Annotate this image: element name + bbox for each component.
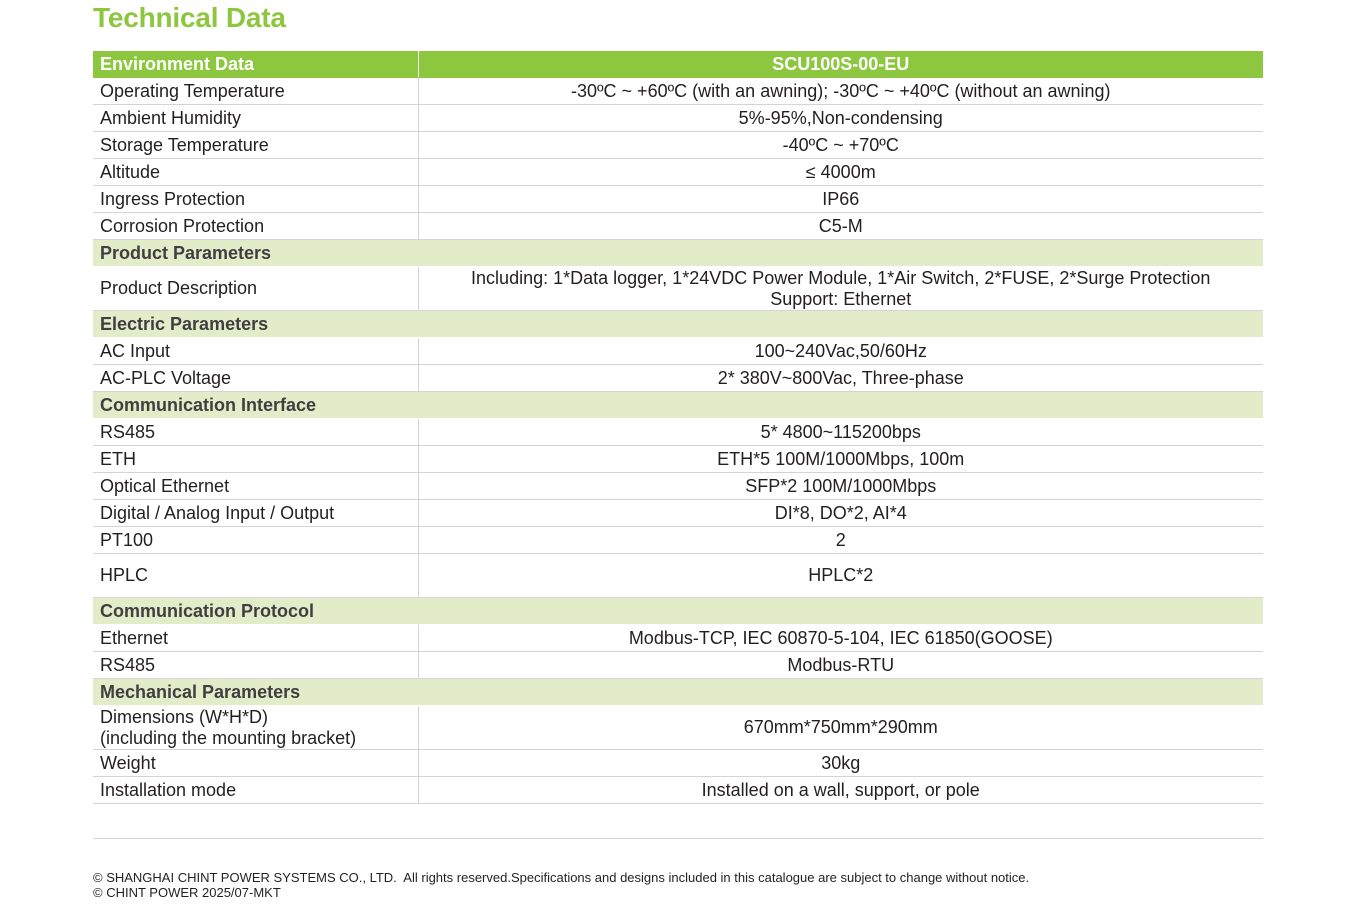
spec-label: Storage Temperature <box>93 132 418 159</box>
table-row <box>93 132 1263 159</box>
spec-value: ETH*5 100M/1000Mbps, 100m <box>418 446 1263 473</box>
section-row-communication-protocol <box>93 598 1263 625</box>
dimensions-label: Dimensions (W*H*D) <box>100 706 269 727</box>
spec-label: AC-PLC Voltage <box>93 365 418 392</box>
table-row <box>93 78 1263 105</box>
copyright-line: © SHANGHAI CHINT POWER SYSTEMS CO., LTD. All rights reserved.Specifications and designs included in this catalogue are subject to change without notice. <box>93 870 1030 885</box>
spec-label: PT100 <box>93 527 418 554</box>
table-row <box>93 213 1263 240</box>
section-row-electric-parameters <box>93 311 1263 338</box>
product-description-line: Including: 1*Data logger, 1*24VDC Power Module, 1*Air Switch, 2*FUSE, 2*Surge Protection <box>471 267 1211 288</box>
section-heading: Communication Protocol <box>93 598 418 625</box>
spec-label: Ingress Protection <box>93 186 418 213</box>
spec-value: Installed on a wall, support, or pole <box>418 777 1263 804</box>
table-row <box>93 706 1263 750</box>
section-filler <box>418 679 1263 706</box>
spec-value: 2 <box>418 527 1263 554</box>
spec-value: -40ºC ~ +70ºC <box>418 132 1263 159</box>
table-row <box>93 267 1263 311</box>
table-row <box>93 500 1263 527</box>
section-row-product-parameters <box>93 240 1263 267</box>
spec-value: 2* 380V~800Vac, Three-phase <box>418 365 1263 392</box>
spec-label <box>93 706 418 750</box>
product-support-line: Support: Ethernet <box>770 288 912 309</box>
dimensions-note: (including the mounting bracket) <box>100 727 357 748</box>
spec-label: Weight <box>93 750 418 777</box>
spec-label: Installation mode <box>93 777 418 804</box>
table-row <box>93 446 1263 473</box>
spec-label: Optical Ethernet <box>93 473 418 500</box>
spec-value: 670mm*750mm*290mm <box>418 706 1263 750</box>
spec-label: Ethernet <box>93 625 418 652</box>
spec-value: HPLC*2 <box>418 554 1263 598</box>
table-row <box>93 554 1263 598</box>
table-row <box>93 625 1263 652</box>
copyright-footer <box>93 870 1029 900</box>
spec-label: ETH <box>93 446 418 473</box>
table-row <box>93 750 1263 777</box>
table-row <box>93 338 1263 365</box>
technical-data-table <box>93 51 1263 804</box>
spec-label: Digital / Analog Input / Output <box>93 500 418 527</box>
section-filler <box>418 311 1263 338</box>
table-row <box>93 652 1263 679</box>
table-row <box>93 527 1263 554</box>
spec-value: 5* 4800~115200bps <box>418 419 1263 446</box>
spec-label: Ambient Humidity <box>93 105 418 132</box>
table-row <box>93 777 1263 804</box>
spec-value <box>418 267 1263 311</box>
section-row-communication-interface <box>93 392 1263 419</box>
spec-label: RS485 <box>93 652 418 679</box>
spec-value: IP66 <box>418 186 1263 213</box>
spec-label: RS485 <box>93 419 418 446</box>
spec-label: Operating Temperature <box>93 78 418 105</box>
spec-value: DI*8, DO*2, AI*4 <box>418 500 1263 527</box>
table-row <box>93 419 1263 446</box>
spec-value: Modbus-RTU <box>418 652 1263 679</box>
table-header-row <box>93 51 1263 78</box>
spec-value: 100~240Vac,50/60Hz <box>418 338 1263 365</box>
environment-data-heading: Environment Data <box>93 51 418 78</box>
model-name: SCU100S-00-EU <box>418 51 1263 78</box>
table-row <box>93 473 1263 500</box>
spec-value: C5-M <box>418 213 1263 240</box>
section-filler <box>418 598 1263 625</box>
catalogue-code-line: © CHINT POWER 2025/07-MKT <box>93 885 281 900</box>
spec-value: -30ºC ~ +60ºC (with an awning); -30ºC ~ +40ºC (without an awning) <box>418 78 1263 105</box>
section-heading: Product Parameters <box>93 240 418 267</box>
spec-label: Product Description <box>93 267 418 311</box>
table-row <box>93 365 1263 392</box>
table-row <box>93 186 1263 213</box>
section-heading: Communication Interface <box>93 392 418 419</box>
section-heading: Electric Parameters <box>93 311 418 338</box>
section-row-mechanical-parameters <box>93 679 1263 706</box>
spec-label: AC Input <box>93 338 418 365</box>
spec-value: ≤ 4000m <box>418 159 1263 186</box>
table-row <box>93 159 1263 186</box>
spec-value: Modbus-TCP, IEC 60870-5-104, IEC 61850(GOOSE) <box>418 625 1263 652</box>
section-filler <box>418 392 1263 419</box>
footer-divider <box>93 838 1263 839</box>
spec-label: Corrosion Protection <box>93 213 418 240</box>
table-row <box>93 105 1263 132</box>
spec-value: 5%-95%,Non-condensing <box>418 105 1263 132</box>
page-title: Technical Data <box>93 2 286 33</box>
spec-label: HPLC <box>93 554 418 598</box>
spec-label: Altitude <box>93 159 418 186</box>
spec-value: SFP*2 100M/1000Mbps <box>418 473 1263 500</box>
section-heading: Mechanical Parameters <box>93 679 418 706</box>
spec-value: 30kg <box>418 750 1263 777</box>
section-filler <box>418 240 1263 267</box>
